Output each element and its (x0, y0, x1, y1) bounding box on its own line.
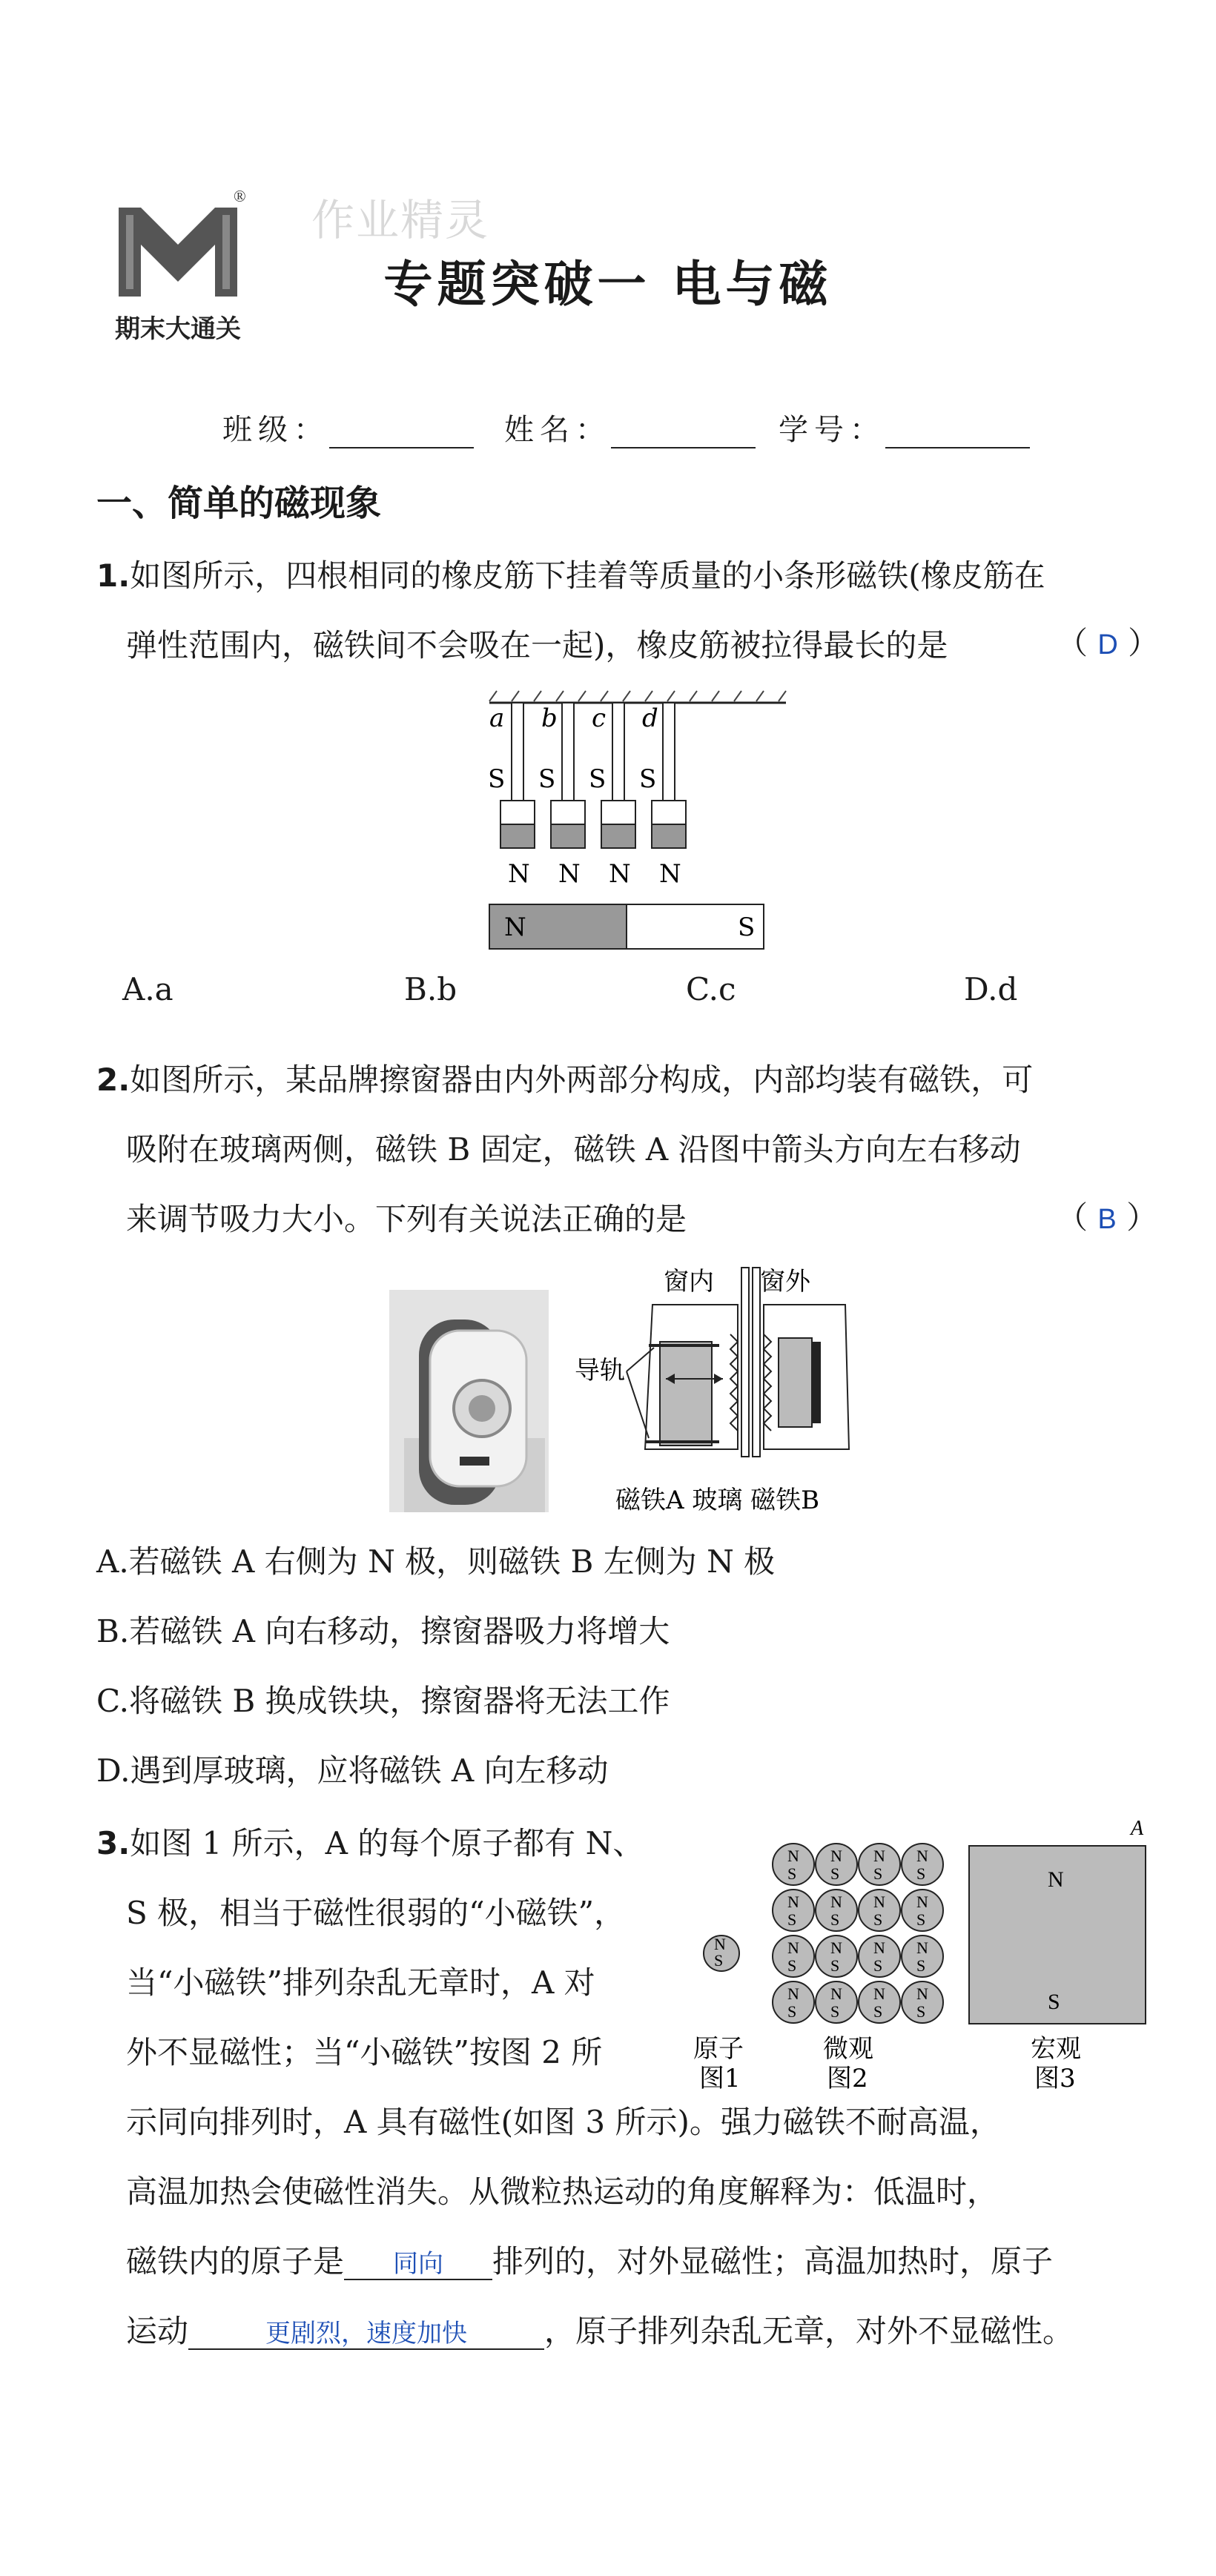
name-label: 姓名： (504, 413, 611, 447)
q3-micro-atom-s: S (916, 1910, 926, 1929)
logo-text: 期末大通关 (115, 316, 241, 343)
q1-figure (475, 689, 801, 964)
info-class (222, 406, 474, 448)
q1-fig-n-a: N (508, 859, 530, 889)
q3-atom-n: N (714, 1935, 726, 1953)
q3-line5: 示同向排列时，A 具有磁性(如图 3 所示)。强力磁铁不耐高温， (126, 2104, 1001, 2140)
q3-number: 3. (96, 1825, 130, 1861)
q2-fig-bottom: 磁铁A 玻璃 磁铁B (615, 1486, 820, 1515)
q3-micro-atom-s: S (830, 1864, 840, 1883)
q2-option-d[interactable]: D.遇到厚玻璃，应将磁铁 A 向左移动 (96, 1752, 609, 1789)
q3-micro-atom-n: N (873, 1938, 885, 1957)
q2-option-c[interactable]: C.将磁铁 B 换成铁块，擦窗器将无法工作 (96, 1683, 670, 1719)
q2-answer-paren: （ B ） (1057, 1199, 1158, 1236)
q3-text-bottom (96, 2087, 1157, 2366)
q3-micro-atom-n: N (830, 1893, 842, 1911)
q2-line1: 如图所示，某品牌擦窗器由内外两部分构成，内部均装有磁铁，可 (130, 1062, 1034, 1098)
q3-line3: 当“小磁铁”排列杂乱无章时，A 对 (126, 1964, 595, 2001)
q3-micro-atom-n: N (830, 1847, 842, 1865)
q1-bar-n: N (504, 913, 526, 942)
logo-reg: ® (234, 187, 246, 205)
q2-fig-outside: 窗外 (760, 1267, 810, 1297)
q2-options (96, 1527, 1157, 1806)
q3-line7a: 磁铁内的原子是 (126, 2243, 345, 2279)
q3-macro-n: N (1048, 1867, 1064, 1892)
q3-micro-atom-n: N (787, 1847, 799, 1865)
q3-micro-atom-s: S (830, 1910, 840, 1929)
q2-line3: 来调节吸力大小。下列有关说法正确的是 (126, 1201, 687, 1237)
q3-micro-atom-s: S (787, 1910, 797, 1929)
q3-micro-atom-n: N (830, 1938, 842, 1957)
q3-micro-atom-n: N (787, 1938, 799, 1957)
q3-label-fig3: 图3 (1034, 2064, 1076, 2093)
q3-micro-atom-s: S (830, 2002, 840, 2021)
q1-fig-label-d: d (642, 703, 658, 733)
q1-fig-s-a: S (488, 764, 506, 794)
q1-number: 1. (96, 557, 130, 594)
q3-label-fig2: 图2 (827, 2064, 868, 2093)
q1-answer-paren: （ D ） (1057, 625, 1160, 661)
q2-diagram (571, 1260, 912, 1527)
q1-answer: D (1097, 629, 1118, 660)
q3-line6: 高温加热会使磁性消失。从微粒热运动的角度解释为：低温时， (126, 2173, 999, 2210)
q2-number: 2. (96, 1062, 130, 1098)
id-label: 学号： (779, 413, 885, 447)
q2-text (96, 1045, 1157, 1254)
q3-micro-atom-s: S (873, 1864, 883, 1883)
q3-micro-atom-s: S (787, 1956, 797, 1975)
logo-mono: MSMDM (151, 281, 205, 296)
q3-micro-atom-s: S (830, 1956, 840, 1975)
q3-micro-atom-n: N (873, 1847, 885, 1865)
q1-fig-label-a: a (489, 703, 505, 733)
q1-bar-s: S (738, 913, 756, 942)
q3-micro-atom-n: N (830, 1984, 842, 2003)
q3-label-atom: 原子 (693, 2034, 744, 2064)
info-name (504, 406, 756, 448)
q3-line4: 外不显磁性；当“小磁铁”按图 2 所 (126, 2034, 603, 2070)
q3-label-macro: 宏观 (1031, 2034, 1081, 2064)
q2-photo (389, 1290, 549, 1512)
q1-line2: 弹性范围内，磁铁间不会吸在一起)，橡皮筋被拉得最长的是 (126, 627, 948, 663)
q3-label-micro: 微观 (823, 2034, 873, 2064)
q3-micro-atom-n: N (787, 1984, 799, 2003)
page-title: 专题突破一 电与磁 (383, 256, 833, 313)
q3-atom-s: S (714, 1951, 724, 1970)
q1-fig-n-d: N (659, 859, 681, 889)
q3-line2: S 极，相当于磁性很弱的“小磁铁”， (126, 1895, 626, 1931)
info-id (779, 406, 1030, 448)
q3-line1: 如图 1 所示，A 的每个原子都有 N、 (130, 1825, 644, 1861)
q3-macro-s: S (1048, 1990, 1060, 2014)
watermark: 作业精灵 (311, 195, 490, 245)
q3-line8b: ，原子排列杂乱无章，对外不显磁性。 (544, 2313, 1074, 2349)
q1-option-b[interactable]: B.b (404, 971, 457, 1007)
q1-fig-label-c: c (592, 703, 607, 733)
q3-micro-atom-n: N (916, 1938, 928, 1957)
class-label: 班级： (222, 413, 329, 447)
q3-micro-atom-n: N (787, 1893, 799, 1911)
q2-option-b[interactable]: B.若磁铁 A 向右移动，擦窗器吸力将增大 (96, 1613, 670, 1649)
name-blank[interactable] (611, 419, 756, 448)
section-heading: 一、简单的磁现象 (96, 483, 382, 524)
q3-figure (686, 1809, 1168, 2098)
q3-line8a: 运动 (126, 2313, 189, 2349)
q1-fig-n-b: N (558, 859, 581, 889)
q3-blank2[interactable]: 更剧烈，速度加快 (188, 2319, 544, 2350)
q3-fig-a: A (1131, 1817, 1144, 1840)
q3-label-fig1: 图1 (699, 2064, 741, 2093)
q2-fig-rail: 导轨 (575, 1356, 625, 1385)
q3-micro-atom-s: S (916, 2002, 926, 2021)
q3-micro-atom-s: S (787, 2002, 797, 2021)
q1-fig-s-b: S (538, 764, 556, 794)
q3-micro-atom-n: N (916, 1893, 928, 1911)
class-blank[interactable] (329, 419, 474, 448)
q3-micro-atom-n: N (873, 1893, 885, 1911)
q3-micro-atom-s: S (873, 2002, 883, 2021)
q1-fig-s-d: S (639, 764, 657, 794)
q2-line2: 吸附在玻璃两侧，磁铁 B 固定，磁铁 A 沿图中箭头方向左右移动 (126, 1131, 1021, 1168)
id-blank[interactable] (885, 419, 1030, 448)
q2-option-a[interactable]: A.若磁铁 A 右侧为 N 极，则磁铁 B 左侧为 N 极 (96, 1543, 776, 1580)
q2-answer: B (1097, 1204, 1117, 1235)
q3-micro-atom-n: N (916, 1847, 928, 1865)
q1-option-a[interactable]: A.a (122, 971, 174, 1007)
q1-option-c[interactable]: C.c (686, 971, 736, 1007)
q3-micro-grid (773, 1844, 943, 2023)
q3-micro-atom-s: S (787, 1864, 797, 1883)
q3-micro-atom-s: S (916, 1864, 926, 1883)
q3-micro-atom-s: S (916, 1956, 926, 1975)
q1-text (96, 541, 1160, 681)
q3-text-top (96, 1809, 712, 2087)
q1-fig-label-b: b (541, 703, 558, 733)
q3-micro-atom-n: N (916, 1984, 928, 2003)
q1-option-d[interactable]: D.d (964, 971, 1018, 1007)
q3-line7b: 排列的，对外显磁性；高温加热时，原子 (492, 2243, 1054, 2279)
q1-fig-s-c: S (589, 764, 607, 794)
q3-micro-atom-s: S (873, 1956, 883, 1975)
q3-micro-atom-s: S (873, 1910, 883, 1929)
q3-blank1[interactable]: 同向 (344, 2249, 492, 2280)
q1-fig-n-c: N (609, 859, 631, 889)
q1-line1: 如图所示，四根相同的橡皮筋下挂着等质量的小条形磁铁(橡皮筋在 (130, 557, 1045, 594)
q3-micro-atom-n: N (873, 1984, 885, 2003)
q2-fig-inside: 窗内 (664, 1267, 714, 1297)
